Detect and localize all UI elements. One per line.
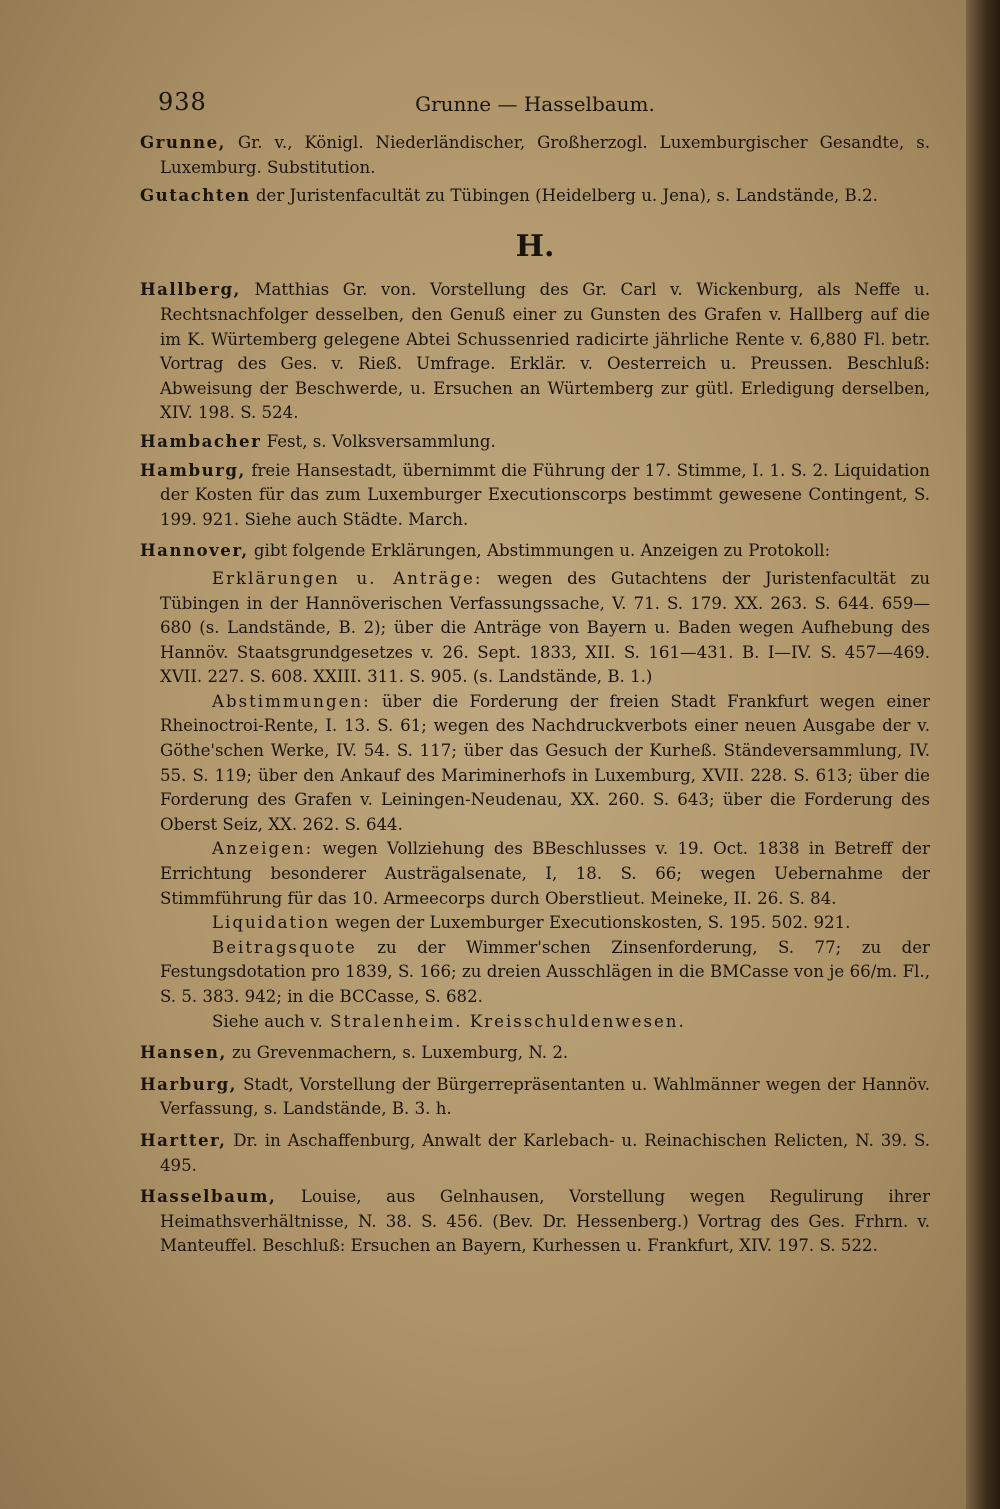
running-title: Grunne — Hasselbaum. xyxy=(415,92,655,116)
entry-keyword: Hamburg, xyxy=(140,459,246,480)
entry-keyword: Hansen, xyxy=(140,1042,227,1063)
index-entry-hallberg xyxy=(140,277,930,426)
entry-keyword: Hasselbaum, xyxy=(140,1186,277,1207)
sub-text: wegen der Luxemburger Executionskosten, S. 195. 502. 921. xyxy=(330,913,851,933)
index-entry-gutachten xyxy=(140,183,930,209)
entry-text: gibt folgende Erklärungen, Abstimmungen u. Anzeigen zu Protokoll: xyxy=(248,541,831,561)
page-number: 938 xyxy=(158,88,207,116)
index-entry-hartter xyxy=(140,1128,930,1178)
sub-lead: Liquidation xyxy=(212,913,331,933)
hannover-beitragsquote xyxy=(140,936,930,1010)
entry-keyword: Hambacher xyxy=(140,430,262,451)
entry-keyword: Gutachten xyxy=(140,185,251,206)
entry-text: der Juristenfacultät zu Tübingen (Heidelberg u. Jena), s. Landstände, B.2. xyxy=(250,186,878,206)
entry-text: Stadt, Vorstellung der Bürgerrepräsentanten u. Wahlmänner wegen der Hannöv. Verfassung, s. Landstände, B. 3. h. xyxy=(160,1074,930,1119)
sub-text: wegen Vollziehung des BBeschlusses v. 19. Oct. 1838 in Betreff der Errichtung besonderer Austrägalsenate, I, 18. S. 66; wegen Uebernahme der Stimmführung für das 10. Armeecorps durch Oberstlieut. Meineke, II. 26. S. 84. xyxy=(160,839,930,908)
sub-text: wegen des Gutachtens der Juristenfacultät zu Tübingen in der Hannöverischen Verfassungssache, V. 71. S. 179. XX. 263. S. 644. 659—680 (s. Landstände, B. 2); über die Anträge von Bayern u. Baden wegen Aufhebung des Hannöv. Staatsgrundgesetzes v. 26. Sept. 1833, XII. S. 161—431. B. I—IV. S. 457—469. XVII. 227. S. 608. XXIII. 311. S. 905. (s. Landstände, B. 1.) xyxy=(160,568,931,687)
sub-text: zu der Wimmer'schen Zinsenforderung, S. 77; zu der Festungsdotation pro 1839, S. 166; zu dreien Ausschlägen in die BMCasse von je 66/m. Fl., S. 5. 383. 942; in die BCCasse, S. 682. xyxy=(160,937,930,1006)
sub-lead: Siehe auch v. xyxy=(212,1011,323,1031)
sub-text: Stralenheim. Kreisschuldenwesen. xyxy=(322,1011,686,1031)
entry-text: Dr. in Aschaffenburg, Anwalt der Karlebach- u. Reinachischen Relicten, N. 39. S. 495. xyxy=(160,1130,930,1175)
sub-lead: Abstimmungen: xyxy=(212,691,371,711)
section-letter: H. xyxy=(515,228,555,264)
entry-keyword: Hallberg, xyxy=(140,279,241,300)
index-entry-hambacher xyxy=(140,429,930,455)
index-entry-hannover xyxy=(140,538,930,564)
entry-text: Louise, aus Gelnhausen, Vorstellung wegen Regulirung ihrer Heimathsverhältnisse, N. 38. S. 456. (Bev. Dr. Hessenberg.) Vortrag des Ges. Frhrn. v. Manteuffel. Beschluß: Ersuchen an Bayern, Kurhessen u. Frankfurt, XIV. 197. S. 522. xyxy=(160,1187,930,1256)
entry-keyword: Hannover, xyxy=(140,540,249,561)
index-entry-hansen xyxy=(140,1040,930,1066)
entry-keyword: Hartter, xyxy=(140,1129,227,1150)
entry-keyword: Harburg, xyxy=(140,1073,237,1094)
entry-keyword: Grunne, xyxy=(140,132,226,152)
hannover-erklaerungen xyxy=(140,567,930,690)
sub-text: über die Forderung der freien Stadt Frankfurt wegen einer Rheinoctroi-Rente, I. 13. S. 61; wegen des Nachdruckverbots einer neuen Ausgabe der v. Göthe'schen Werke, IV. 54. S. 117; über das Gesuch der Kurheß. Ständeversammlung, IV. 55. S. 119; über den Ankauf des Mariminerhofs in Luxemburg, XVII. 228. S. 613; über die Forderung des Grafen v. Leiningen-Neudenau, XX. 260. S. 643; über die Forderung des Oberst Seiz, XX. 262. S. 644. xyxy=(160,691,930,834)
book-spine-edge xyxy=(966,0,1000,1509)
index-entry-grunne xyxy=(140,130,930,180)
index-entry-hamburg xyxy=(140,458,930,533)
hannover-liquidation xyxy=(140,911,930,936)
entry-text: zu Grevenmachern, s. Luxemburg, N. 2. xyxy=(226,1043,569,1063)
entry-text: Fest, s. Volksversammlung. xyxy=(261,431,496,451)
page-header xyxy=(140,86,930,130)
index-entry-harburg xyxy=(140,1072,930,1122)
entry-text: Gr. v., Königl. Niederländischer, Großherzogl. Luxemburgischer Gesandte, s. Luxemburg. Substitution. xyxy=(160,133,930,177)
hannover-anzeigen xyxy=(140,837,930,911)
hannover-siehe-auch xyxy=(140,1010,930,1035)
entry-text: Matthias Gr. von. Vorstellung des Gr. Carl v. Wickenburg, als Neffe u. Rechtsnachfolger desselben, den Genuß einer zu Gunsten des Grafen v. Hallberg auf die im K. Würtemberg gelegene Abtei Schussenried radicirte jährliche Rente v. 6,880 Fl. betr. Vortrag des Ges. v. Rieß. Umfrage. Erklär. v. Oesterreich u. Preussen. Beschluß: Abweisung der Beschwerde, u. Ersuchen an Würtemberg zur gütl. Erledigung derselben, XIV. 198. S. 524. xyxy=(160,280,930,423)
hannover-abstimmungen xyxy=(140,690,930,838)
index-entry-hasselbaum xyxy=(140,1184,930,1259)
sub-lead: Beitragsquote xyxy=(212,937,357,957)
page-content xyxy=(140,86,930,1262)
sub-lead: Erklärungen u. Anträge: xyxy=(212,568,483,588)
sub-lead: Anzeigen: xyxy=(212,839,314,859)
entry-text: freie Hansestadt, übernimmt die Führung der 17. Stimme, I. 1. S. 2. Liquidation der Kosten für das zum Luxemburger Executionscorps bestimmt gewesene Contingent, S. 199. 921. Siehe auch Städte. March. xyxy=(160,460,930,529)
